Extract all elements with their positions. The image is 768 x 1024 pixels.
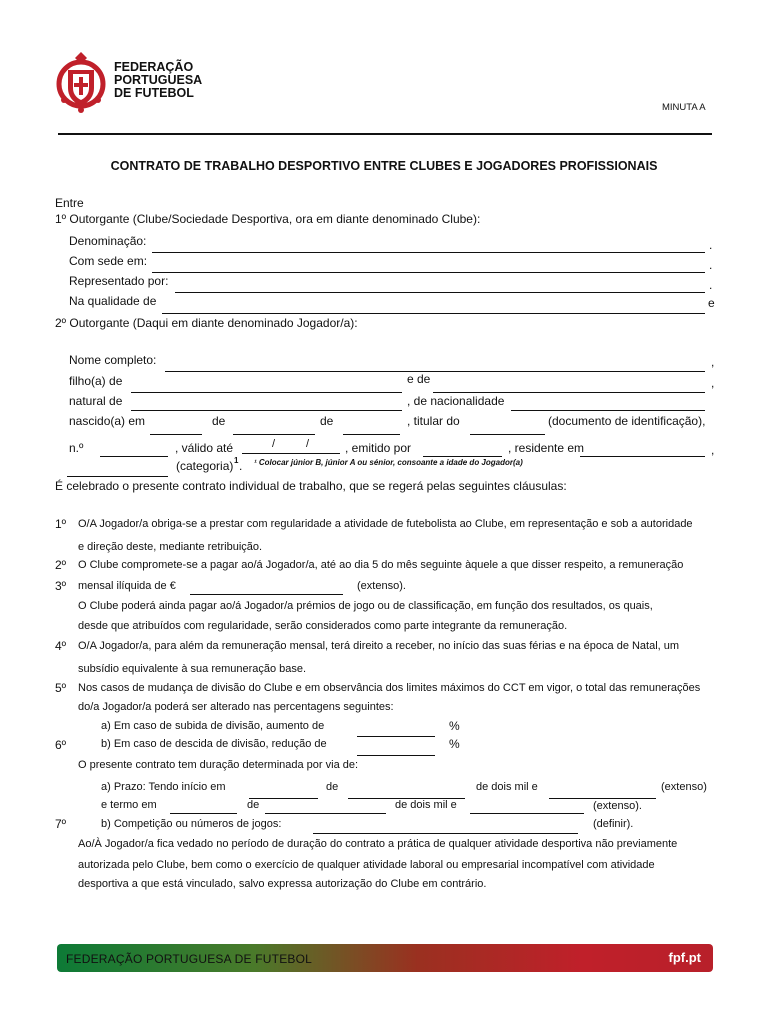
clause-5-line2: do/a Jogador/a poderá ser alterado nas percentagens seguintes: [78, 701, 394, 713]
document-title: CONTRATO DE TRABALHO DESPORTIVO ENTRE CLUBES E JOGADORES PROFISSIONAIS [110, 159, 658, 173]
denominacao-dot: . [709, 238, 713, 252]
nascido-ano-field[interactable] [343, 434, 400, 435]
nome-label: Nome completo: [69, 353, 157, 367]
representado-dot: . [709, 278, 713, 292]
remuneracao-field[interactable] [190, 594, 343, 595]
categoria-label: (categoria) [176, 459, 234, 473]
subida-field[interactable] [357, 736, 435, 737]
mae-field[interactable] [433, 392, 705, 393]
nacionalidade-label: , de nacionalidade [407, 394, 505, 408]
termo-de: de [247, 799, 260, 811]
categoria-dot: . [239, 459, 243, 473]
denominacao-label: Denominação: [69, 234, 147, 248]
clause-number-4: 4º [55, 639, 67, 653]
nome-comma: , [711, 355, 715, 369]
clause-6-line1: O presente contrato tem duração determinada por via de: [78, 759, 359, 771]
clause-2-line2: mensal ilíquida de € [78, 580, 176, 592]
residente-label: , residente em [508, 441, 585, 455]
prazo-dia-field[interactable] [249, 798, 318, 799]
clause-4-line1: O/A Jogador/a, para além da remuneração mensal, terá direito a receber, no início das suas férias e na época de Natal, um [78, 640, 680, 652]
nascido-label: nascido(a) em [69, 414, 146, 428]
entre-label: Entre [55, 196, 84, 210]
clause-5-subida: a) Em caso de subida de divisão, aumento de [101, 720, 325, 732]
sede-label: Com sede em: [69, 254, 148, 268]
clause-6-prazo: a) Prazo: Tendo início em [101, 781, 226, 793]
termo-dois-mil: de dois mil e [395, 799, 457, 811]
termo-ano-field[interactable] [470, 813, 584, 814]
qualidade-label: Na qualidade de [69, 294, 157, 308]
titular-label: , titular do [407, 414, 460, 428]
categoria-field[interactable] [67, 476, 168, 477]
termo-extenso: (extenso). [593, 800, 642, 812]
clause-7-line3: desportiva a que está vinculado, salvo expressa autorização do Clube em contrário. [78, 878, 487, 890]
org-name-line3: DE FUTEBOL [114, 86, 194, 100]
nome-field[interactable] [165, 371, 705, 372]
org-name-line2: PORTUGUESA [114, 73, 203, 87]
natural-field[interactable] [131, 410, 402, 411]
representado-field[interactable] [175, 292, 705, 293]
valido-field[interactable] [242, 453, 340, 454]
prazo-de: de [326, 781, 339, 793]
valido-slash1: / [272, 438, 276, 450]
clause-7-line2: autorizada pelo Clube, bem como o exercício de qualquer atividade laboral ou empresarial incompatível com atividade [78, 859, 655, 871]
prazo-dois-mil: de dois mil e [476, 781, 538, 793]
denominacao-field[interactable] [152, 252, 705, 253]
clause-1-line1: O/A Jogador/a obriga-se a prestar com regularidade a atividade de futebolista ao Clube, em representação e sob a autoridade [78, 518, 693, 530]
clause-number-5: 5º [55, 681, 67, 695]
nascido-de1: de [212, 414, 226, 428]
n-label: n.º [69, 441, 84, 455]
qualidade-e: e [708, 296, 715, 310]
header-rule [58, 133, 712, 135]
clause-number-2: 2º [55, 558, 67, 572]
outorgante2-label: 2º Outorgante (Daqui em diante denominado Jogador/a): [55, 316, 358, 330]
emitido-field[interactable] [423, 456, 502, 457]
nascido-dia-field[interactable] [150, 434, 202, 435]
fpf-crest-icon [54, 50, 108, 114]
n-field[interactable] [100, 456, 168, 457]
remuneracao-extenso: (extenso). [357, 580, 406, 592]
valido-label: , válido até [175, 441, 234, 455]
e-de-label: e de [407, 372, 431, 386]
documento-label: (documento de identificação), [548, 414, 706, 428]
clause-number-7: 7º [55, 817, 67, 831]
clause-7-line1: Ao/À Jogador/a fica vedado no período de duração do contrato a prática de qualquer atividade desportiva não previamente [78, 838, 678, 850]
footer-website-link[interactable]: fpf.pt [668, 950, 701, 965]
clause-1-line2: e direção deste, mediante retribuição. [78, 541, 263, 553]
clause-number-1: 1º [55, 517, 67, 531]
categoria-footnote-mark: 1 [234, 456, 239, 465]
residente-comma: , [711, 443, 715, 457]
nascido-mes-field[interactable] [233, 434, 315, 435]
clause-5-line1: Nos casos de mudança de divisão do Clube e em observância dos limites máximos do CCT em vigor, o total das remunerações [78, 682, 701, 694]
subida-pct: % [449, 719, 460, 733]
clause-2-line3: O Clube poderá ainda pagar ao/á Jogador/a prémios de jogo ou de classificação, em função dos resultados, os quais, [78, 600, 653, 612]
descida-pct: % [449, 737, 460, 751]
filho-label: filho(a) de [69, 374, 123, 388]
sede-field[interactable] [152, 272, 705, 273]
clause-2-line1: O Clube compromete-se a pagar ao/á Jogador/a, até ao dia 5 do mês seguinte àquele a que disser respeito, a remuneração [78, 559, 684, 571]
org-name-line1: FEDERAÇÃO [114, 60, 194, 74]
clause-number-3: 3º [55, 579, 67, 593]
competicao-definir: (definir). [593, 818, 634, 830]
valido-slash2: / [306, 438, 310, 450]
clause-6-termo: e termo em [101, 799, 157, 811]
termo-dia-field[interactable] [170, 813, 237, 814]
sede-dot: . [709, 258, 713, 272]
footer-org-name: FEDERAÇÃO PORTUGUESA DE FUTEBOL [66, 952, 313, 966]
minuta-label: MINUTA A [662, 102, 706, 113]
prazo-ano-field[interactable] [549, 798, 656, 799]
clause-4-line2: subsídio equivalente à sua remuneração base. [78, 663, 307, 675]
natural-label: natural de [69, 394, 123, 408]
residente-field[interactable] [580, 456, 705, 457]
clause-2-line4: desde que atribuídos com regularidade, serão considerados como parte integrante da remuneração. [78, 620, 568, 632]
representado-label: Representado por: [69, 274, 169, 288]
outorgante1-label: 1º Outorgante (Clube/Sociedade Desportiva, ora em diante denominado Clube): [55, 212, 481, 226]
nascido-de2: de [320, 414, 334, 428]
descida-field[interactable] [357, 755, 435, 756]
nacionalidade-field[interactable] [511, 410, 705, 411]
filho-field[interactable] [131, 392, 402, 393]
celebrado-text: É celebrado o presente contrato individual de trabalho, que se regerá pelas seguintes cláusulas: [55, 479, 567, 493]
footer-bar [57, 944, 713, 972]
clause-5-descida: b) Em caso de descida de divisão, redução de [101, 738, 327, 750]
prazo-extenso: (extenso) [661, 781, 707, 793]
qualidade-field[interactable] [162, 313, 705, 314]
clause-6-competicao: b) Competição ou números de jogos: [101, 818, 282, 830]
org-name [114, 61, 202, 100]
clause-number-6: 6º [55, 738, 67, 752]
termo-mes-field[interactable] [265, 813, 386, 814]
emitido-label: , emitido por [345, 441, 412, 455]
filho-comma: , [711, 376, 715, 390]
categoria-footnote: ¹ Colocar júnior B, júnior A ou sénior, consoante a idade do Jogador(a) [254, 458, 523, 467]
titular-field[interactable] [470, 434, 545, 435]
competicao-field[interactable] [313, 833, 578, 834]
